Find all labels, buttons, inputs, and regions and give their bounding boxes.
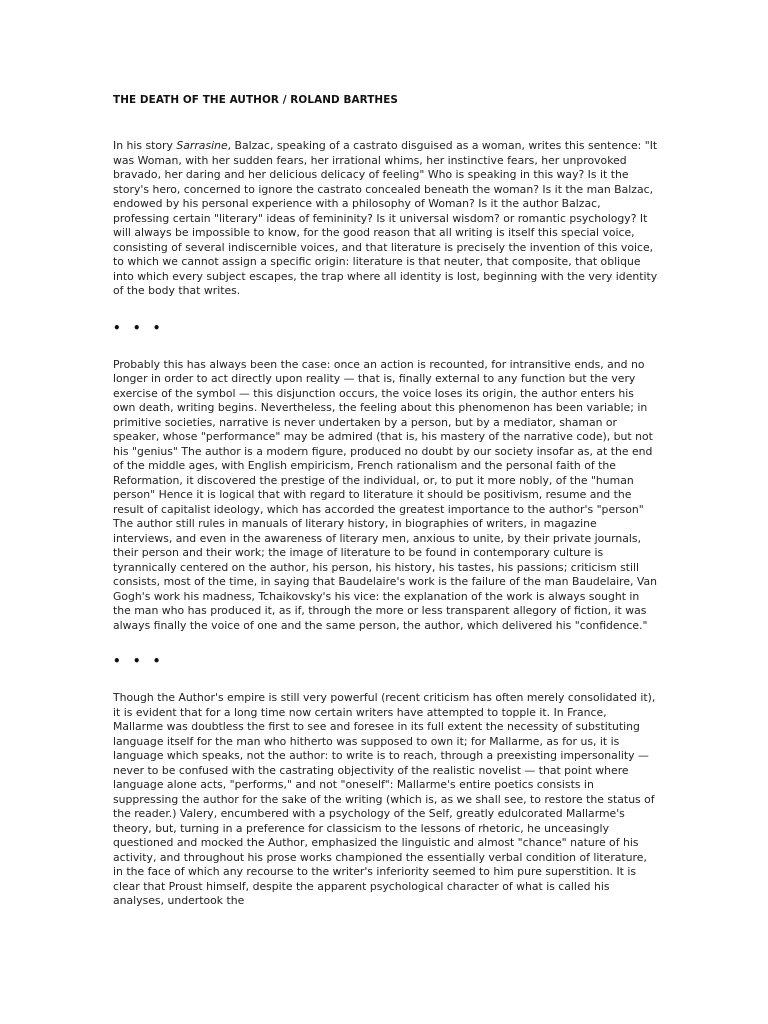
document-title: THE DEATH OF THE AUTHOR / ROLAND BARTHES — [113, 94, 399, 106]
document-page — [113, 92, 658, 909]
work-title-sarrasine: Sarrasine — [176, 139, 228, 152]
paragraph-1-body: , Balzac, speaking of a castrato disguised as a woman, writes this sentence: "It was Woman, with her sudden fears, her irrational whims, her instinctive fears, her unprovoked bravado, her daring and her delicious delicacy of feeling" Who is speaking in this way? Is it the story's hero, concerned to ignore the castrato concealed beneath the woman? Is it the man Balzac, endowed by his personal experience with a philosophy of Woman? Is it the author Balzac, professing certain "literary" ideas of femininity? Is it universal wisdom? or romantic psychology? It will always be impossible to know, for the good reason that all writing is itself this special voice, consisting of several indiscernible voices, and that literature is precisely the invention of this voice, to which we cannot assign a specific origin: literature is that neuter, that composite, that oblique into which every subject escapes, the trap where all identity is lost, beginning with the very identity of the body that writes. — [113, 139, 658, 297]
section-separator-1: • • • — [113, 320, 165, 335]
paragraph-1-intro: In his story — [113, 139, 177, 152]
paragraph-1 — [113, 139, 658, 299]
paragraph-2: Probably this has always been the case: once an action is recounted, for intransitive ends, and no longer in order to act directly upon reality — that is, finally external to any function but the very exercise of the symbol — this disjunction occurs, the voice loses its origin, the author enters his own death, writing begins. Nevertheless, the feeling about this phenomenon has been variable; in primitive societies, narrative is never undertaken by a person, but by a mediator, shaman or speaker, whose "performance" may be admired (that is, his mastery of the narrative code), but not his "genius" The author is a modern figure, produced no doubt by our society insofar as, at the end of the middle ages, with English empiricism, French rationalism and the personal faith of the Reformation, it discovered the prestige of the individual, or, to put it more nobly, of the "human person" Hence it is logical that with regard to literature it should be positivism, resume and the result of capitalist ideology, which has accorded the greatest importance to the author's "person" The author still rules in manuals of literary history, in biographies of writers, in magazine interviews, and even in the awareness of literary men, anxious to unite, by their private journals, their person and their work; the image of literature to be found in contemporary culture is tyrannically centered on the author, his person, his history, his tastes, his passions; criticism still consists, most of the time, in saying that Baudelaire's work is the failure of the man Baudelaire, Van Gogh's work his madness, Tchaikovsky's his vice: the explanation of the work is always sought in the man who has produced it, as if, through the more or less transparent allegory of fiction, it was always finally the voice of one and the same person, the author, which delivered his "confidence." — [113, 357, 658, 632]
paragraph-3: Though the Author's empire is still very powerful (recent criticism has often merely consolidated it), it is evident that for a long time now certain writers have attempted to topple it. In France, Mallarme was doubtless the first to see and foresee in its full extent the necessity of substituting language itself for the man who hitherto was supposed to own it; for Mallarme, as for us, it is language which speaks, not the author: to write is to reach, through a preexisting impersonality — never to be confused with the castrating objectivity of the realistic novelist — that point where language alone acts, "performs," and not "oneself": Mallarme's entire poetics consists in suppressing the author for the sake of the writing (which is, as we shall see, to restore the status of the reader.) Valery, encumbered with a psychology of the Self, greatly edulcorated Mallarme's theory, but, turning in a preference for classicism to the lessons of rhetoric, he unceasingly questioned and mocked the Author, emphasized the linguistic and almost "chance" nature of his activity, and throughout his prose works championed the essentially verbal condition of literature, in the face of which any recourse to the writer's inferiority seemed to him pure superstition. It is clear that Proust himself, despite the apparent psychological character of what is called his analyses, undertook the — [113, 691, 656, 907]
section-separator-2: • • • — [113, 654, 165, 668]
